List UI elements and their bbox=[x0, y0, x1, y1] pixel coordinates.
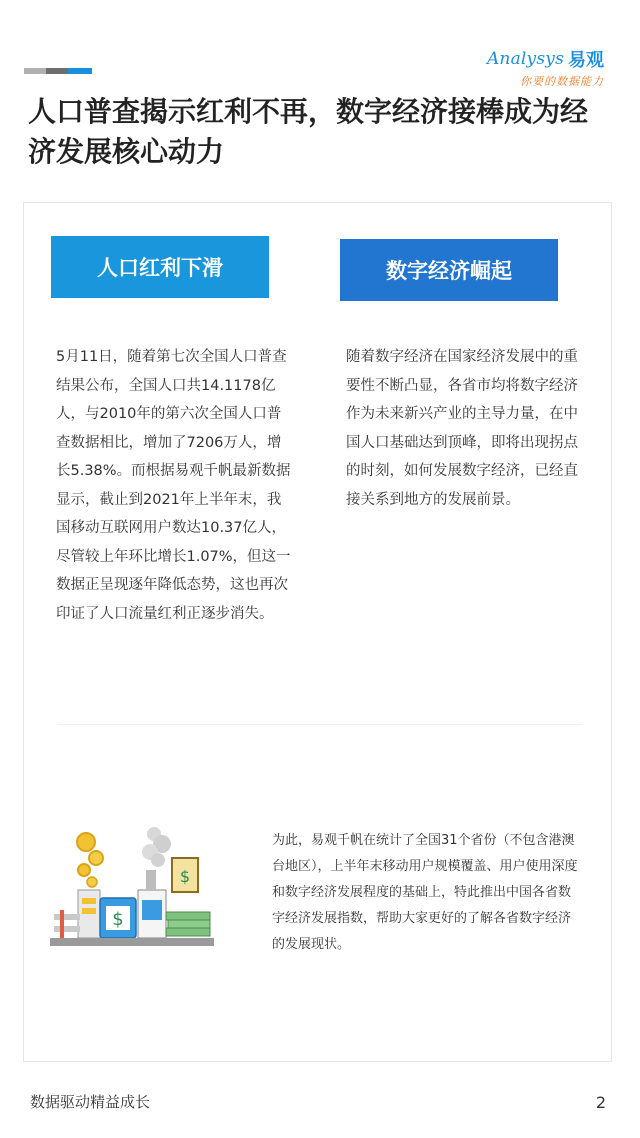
page-number: 2 bbox=[595, 1093, 606, 1112]
page-title: 人口普查揭示红利不再，数字经济接棒成为经济发展核心动力 bbox=[28, 95, 589, 168]
logo-name-cn: 易观 bbox=[568, 50, 604, 71]
paragraph-population: 5月11日，随着第七次全国人口普查结果公布，全国人口共14.1178亿人，与2010年的第六次全国人口普查数据相比，增加了7206万人，增长5.38%。而根据易观千帆最新数据显示，截止到2021年上半年末，我国移动互联网用户数达10.37亿人，尽管较上年环比增长1.07%，但这一数据正呈现逐年降低态势，这也再次印证了人口流量红利正逐步消失。 bbox=[56, 349, 291, 622]
factory-illustration bbox=[46, 820, 218, 952]
paragraph-index-intro: 为此，易观千帆在统计了全国31个省份（不包含港澳台地区），上半年末移动用户规模覆盖、用户使用深度和数字经济发展程度的基础上，特此推出中国各省数字经济发展指数，帮助大家更好的了解各省数字经济的发展现状。 bbox=[272, 833, 578, 952]
paragraph-digital-economy: 随着数字经济在国家经济发展中的重要性不断凸显，各省市均将数字经济作为未来新兴产业的主导力量，在中国人口基础达到顶峰，即将出现拐点的时刻，如何发展数字经济，已经直接关系到地方的发展前景。 bbox=[346, 349, 578, 508]
svg-text:$: $ bbox=[112, 909, 124, 930]
logo-name-en: Analysys bbox=[486, 49, 564, 69]
footer-slogan: 数据驱动精益成长 bbox=[30, 1093, 151, 1111]
header-decoration-bar bbox=[24, 68, 92, 74]
svg-text:$: $ bbox=[179, 867, 191, 886]
logo-slogan: 你要的数据能力 bbox=[520, 75, 604, 88]
analysys-logo bbox=[487, 46, 604, 89]
heading-population-dividend: 人口红利下滑 bbox=[51, 236, 269, 298]
heading-digital-economy: 数字经济崛起 bbox=[340, 239, 558, 301]
section-divider bbox=[58, 724, 582, 725]
